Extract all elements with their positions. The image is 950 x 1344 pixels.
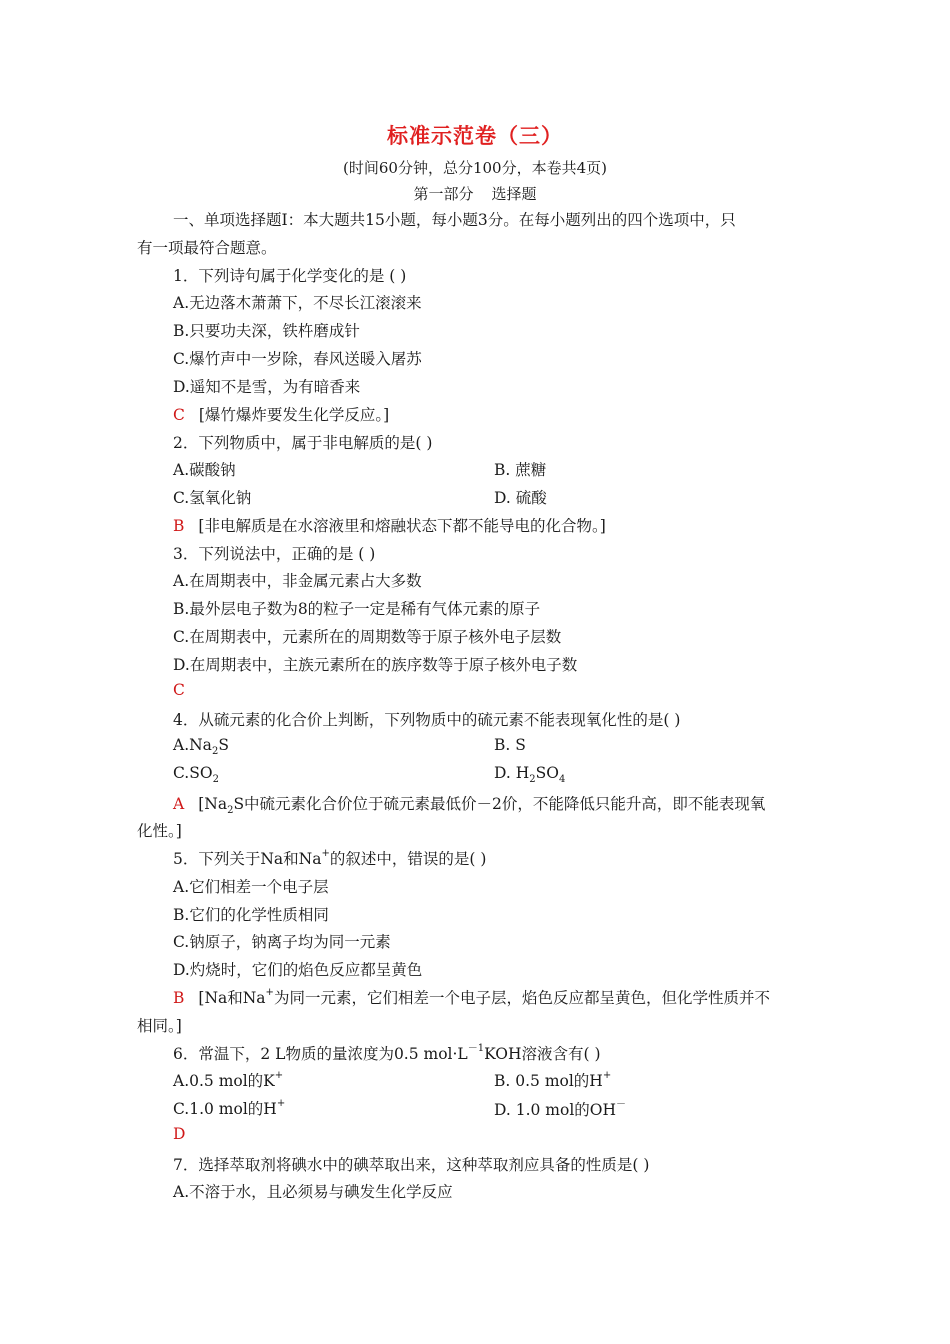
question-5-option-c: C.钠原子，钠离子均为同一元素 bbox=[173, 933, 391, 951]
answer-letter: B bbox=[173, 517, 185, 535]
question-2-option-c: C.氢氧化钠 bbox=[173, 489, 252, 507]
question-6-option-d: D. 1.0 mol的OH－ bbox=[494, 1099, 627, 1120]
question-6-option-a: A.0.5 mol的K+ bbox=[173, 1069, 284, 1090]
question-2-option-d: D. 硫酸 bbox=[494, 489, 547, 507]
question-4-option-b: B. S bbox=[494, 736, 526, 754]
page-title: 标准示范卷（三） bbox=[387, 124, 563, 148]
question-1-answer bbox=[173, 403, 389, 425]
question-3-stem: 3．下列说法中，正确的是 ( ) bbox=[173, 545, 376, 563]
question-2-option-b: B. 蔗糖 bbox=[494, 461, 547, 479]
section-intro-cont: 有一项最符合题意。 bbox=[137, 239, 277, 257]
part-name: 选择题 bbox=[491, 185, 537, 203]
question-1-stem: 1．下列诗句属于化学变化的是 ( ) bbox=[173, 267, 407, 285]
question-2-stem: 2．下列物质中，属于非电解质的是( ) bbox=[173, 434, 433, 452]
question-3-option-d: D.在周期表中，主族元素所在的族序数等于原子核外电子数 bbox=[173, 656, 578, 674]
question-1-option-b: B.只要功夫深，铁杵磨成针 bbox=[173, 322, 360, 340]
question-5-option-d: D.灼烧时，它们的焰色反应都呈黄色 bbox=[173, 961, 423, 979]
question-6-option-c: C.1.0 mol的H+ bbox=[173, 1097, 286, 1118]
question-4-answer-cont: 化性。] bbox=[137, 822, 182, 840]
question-5-stem: 5．下列关于Na和Na+的叙述中，错误的是( ) bbox=[173, 847, 487, 868]
question-6-answer bbox=[173, 1125, 199, 1143]
question-5-option-b: B.它们的化学性质相同 bbox=[173, 906, 329, 924]
question-3-option-b: B.最外层电子数为8的粒子一定是稀有气体元素的原子 bbox=[173, 600, 541, 618]
exam-info: (时间60分钟，总分100分，本卷共4页) bbox=[343, 159, 607, 177]
question-1-option-d: D.遥知不是雪，为有暗香来 bbox=[173, 378, 361, 396]
question-7-option-a: A.不溶于水，且必须易与碘发生化学反应 bbox=[173, 1183, 453, 1201]
question-5-answer-cont: 相同。] bbox=[137, 1017, 182, 1035]
question-7-stem: 7．选择萃取剂将碘水中的碘萃取出来，这种萃取剂应具备的性质是( ) bbox=[173, 1156, 650, 1174]
answer-letter: C bbox=[173, 681, 185, 699]
answer-letter: C bbox=[173, 406, 185, 424]
question-3-option-c: C.在周期表中，元素所在的周期数等于原子核外电子层数 bbox=[173, 628, 562, 646]
question-3-option-a: A.在周期表中，非金属元素占大多数 bbox=[173, 572, 422, 590]
answer-letter: D bbox=[173, 1125, 186, 1143]
question-4-option-c: $C.SO_2$ bbox=[173, 764, 219, 786]
answer-explanation: [爆竹爆炸要发生化学反应。] bbox=[198, 406, 390, 424]
question-3-answer bbox=[173, 681, 199, 699]
answer-explanation: [非电解质是在水溶液里和熔融状态下都不能导电的化合物。] bbox=[198, 517, 606, 535]
question-2-answer bbox=[173, 514, 606, 536]
part-label: 第一部分 bbox=[413, 185, 474, 203]
question-6-stem: 6．常温下，2 L物质的量浓度为0.5 $mol\cdot L^{-1}KOH$溶液含有( ) bbox=[173, 1043, 601, 1064]
question-5-option-a: A.它们相差一个电子层 bbox=[173, 878, 329, 896]
question-5-answer bbox=[173, 986, 770, 1008]
question-1-option-a: A.无边落木萧萧下，不尽长江滚滚来 bbox=[173, 294, 422, 312]
question-4-stem: 4．从硫元素的化合价上判断，下列物质中的硫元素不能表现氧化性的是( ) bbox=[173, 711, 681, 729]
question-2-option-a: A.碳酸钠 bbox=[173, 461, 236, 479]
question-4-option-d: D. $H_2SO_4$ bbox=[494, 764, 566, 786]
answer-letter: B bbox=[173, 989, 185, 1007]
part-heading bbox=[0, 183, 950, 204]
question-1-option-c: C.爆竹声中一岁除，春风送暖入屠苏 bbox=[173, 350, 422, 368]
answer-explanation: [Na和Na+为同一元素，它们相差一个电子层，焰色反应都呈黄色，但化学性质并不 bbox=[198, 986, 770, 1007]
question-4-option-a: $A.Na_2S$ bbox=[173, 736, 229, 758]
answer-letter: A bbox=[173, 795, 185, 813]
question-6-option-b: B. 0.5 mol的H+ bbox=[494, 1069, 612, 1090]
answer-explanation: [$Na_2S$中硫元素化合价位于硫元素最低价－2价，不能降低只能升高，即不能表现氧 bbox=[198, 795, 766, 817]
section-intro: 一、单项选择题Ⅰ：本大题共15小题，每小题3分。在每小题列出的四个选项中，只 bbox=[173, 211, 736, 229]
question-4-answer bbox=[173, 792, 765, 816]
